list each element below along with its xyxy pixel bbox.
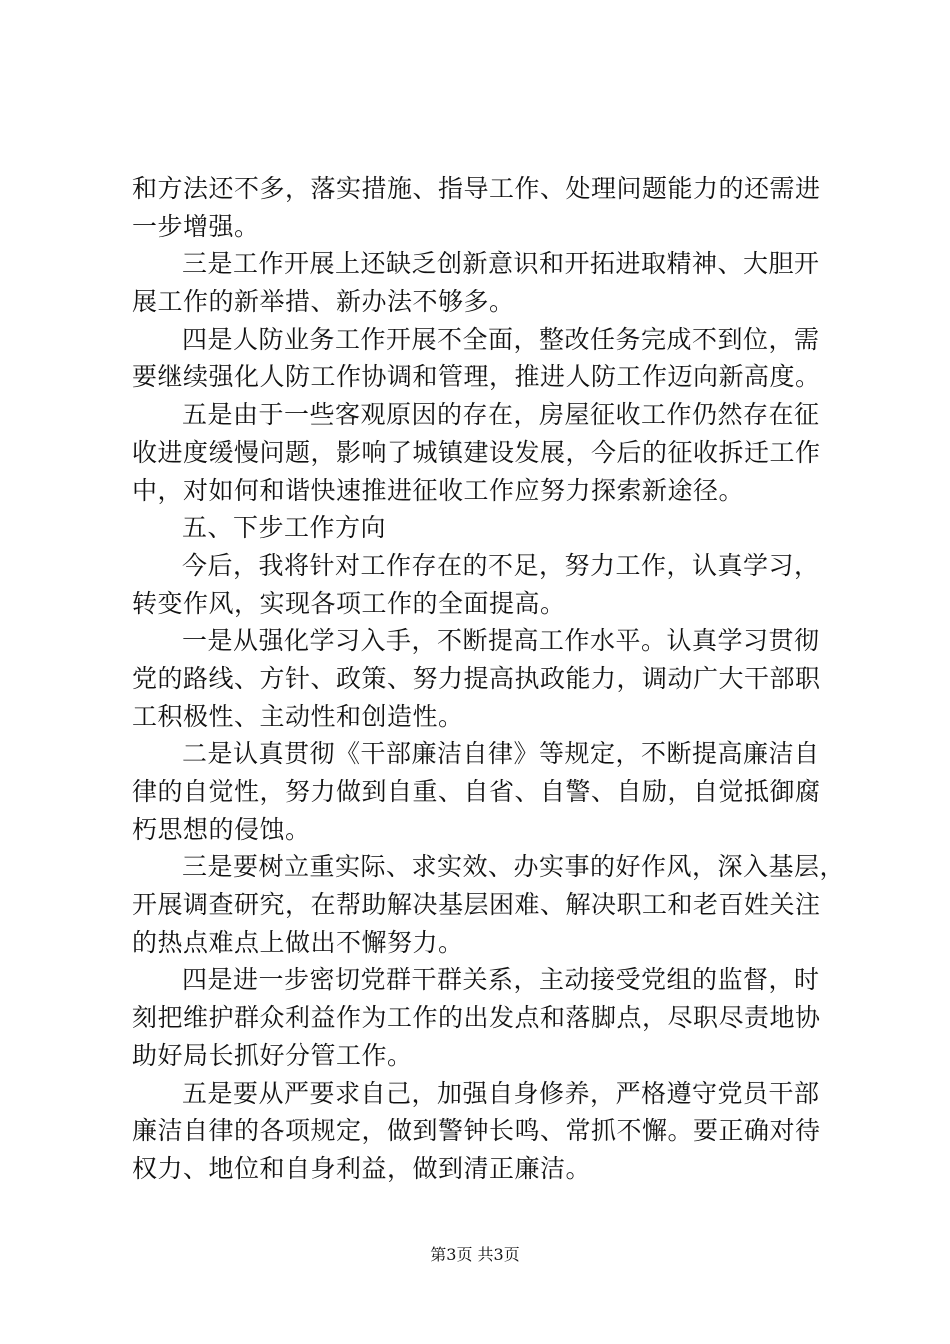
text-line: 要继续强化人防工作协调和管理，推进人防工作迈向新高度。 [132,362,821,392]
text-line: 一是从强化学习入手，不断提高工作水平。认真学习贯彻 [182,626,820,656]
text-line: 五是要从严要求自己，加强自身修养，严格遵守党员干部 [182,1078,820,1108]
text-line: 三是工作开展上还缺乏创新意识和开拓进取精神、大胆开 [182,249,820,279]
text-line: 今后，我将针对工作存在的不足，努力工作，认真学习， [182,550,820,580]
text-line: 工积极性、主动性和创造性。 [132,701,464,731]
text-line: 廉洁自律的各项规定，做到警钟长鸣、常抓不懈。要正确对待 [132,1116,821,1146]
document-body [132,170,846,1188]
text-line: 和方法还不多，落实措施、指导工作、处理问题能力的还需进 [132,174,821,203]
text-line: 党的路线、方针、政策、努力提高执政能力，调动广大干部职 [132,663,821,693]
text-line: 四是人防业务工作开展不全面，整改任务完成不到位，需 [182,324,820,354]
text-line: 三是要树立重实际、求实效、办实事的好作风，深入基层， [182,852,846,882]
text-line: 助好局长抓好分管工作。 [132,1040,413,1070]
text-line: 的热点难点上做出不懈努力。 [132,927,464,957]
text-line: 律的自觉性，努力做到自重、自省、自警、自励，自觉抵御腐 [132,777,821,806]
text-line: 二是认真贯彻《干部廉洁自律》等规定，不断提高廉洁自 [182,739,820,769]
text-line: 展工作的新举措、新办法不够多。 [132,287,515,317]
text-line: 五是由于一些客观原因的存在，房屋征收工作仍然存在征 [182,400,820,430]
page-footer: 第3页 共3页 [430,1245,520,1264]
text-line: 四是进一步密切党群干群关系，主动接受党组的监督，时 [182,965,820,995]
text-line: 开展调查研究，在帮助解决基层困难、解决职工和老百姓关注 [132,890,821,920]
text-line: 中，对如何和谐快速推进征收工作应努力探索新途径。 [132,475,745,505]
text-line: 转变作风，实现各项工作的全面提高。 [132,588,566,618]
text-line: 权力、地位和自身利益，做到清正廉洁。 [132,1153,592,1183]
text-line: 收进度缓慢问题，影响了城镇建设发展，今后的征收拆迁工作 [132,437,821,467]
text-line: 五、下步工作方向 [182,513,387,543]
text-line: 刻把维护群众利益作为工作的出发点和落脚点，尽职尽责地协 [132,1003,821,1033]
text-line: 一步增强。 [132,211,260,241]
text-line: 朽思想的侵蚀。 [132,814,311,844]
